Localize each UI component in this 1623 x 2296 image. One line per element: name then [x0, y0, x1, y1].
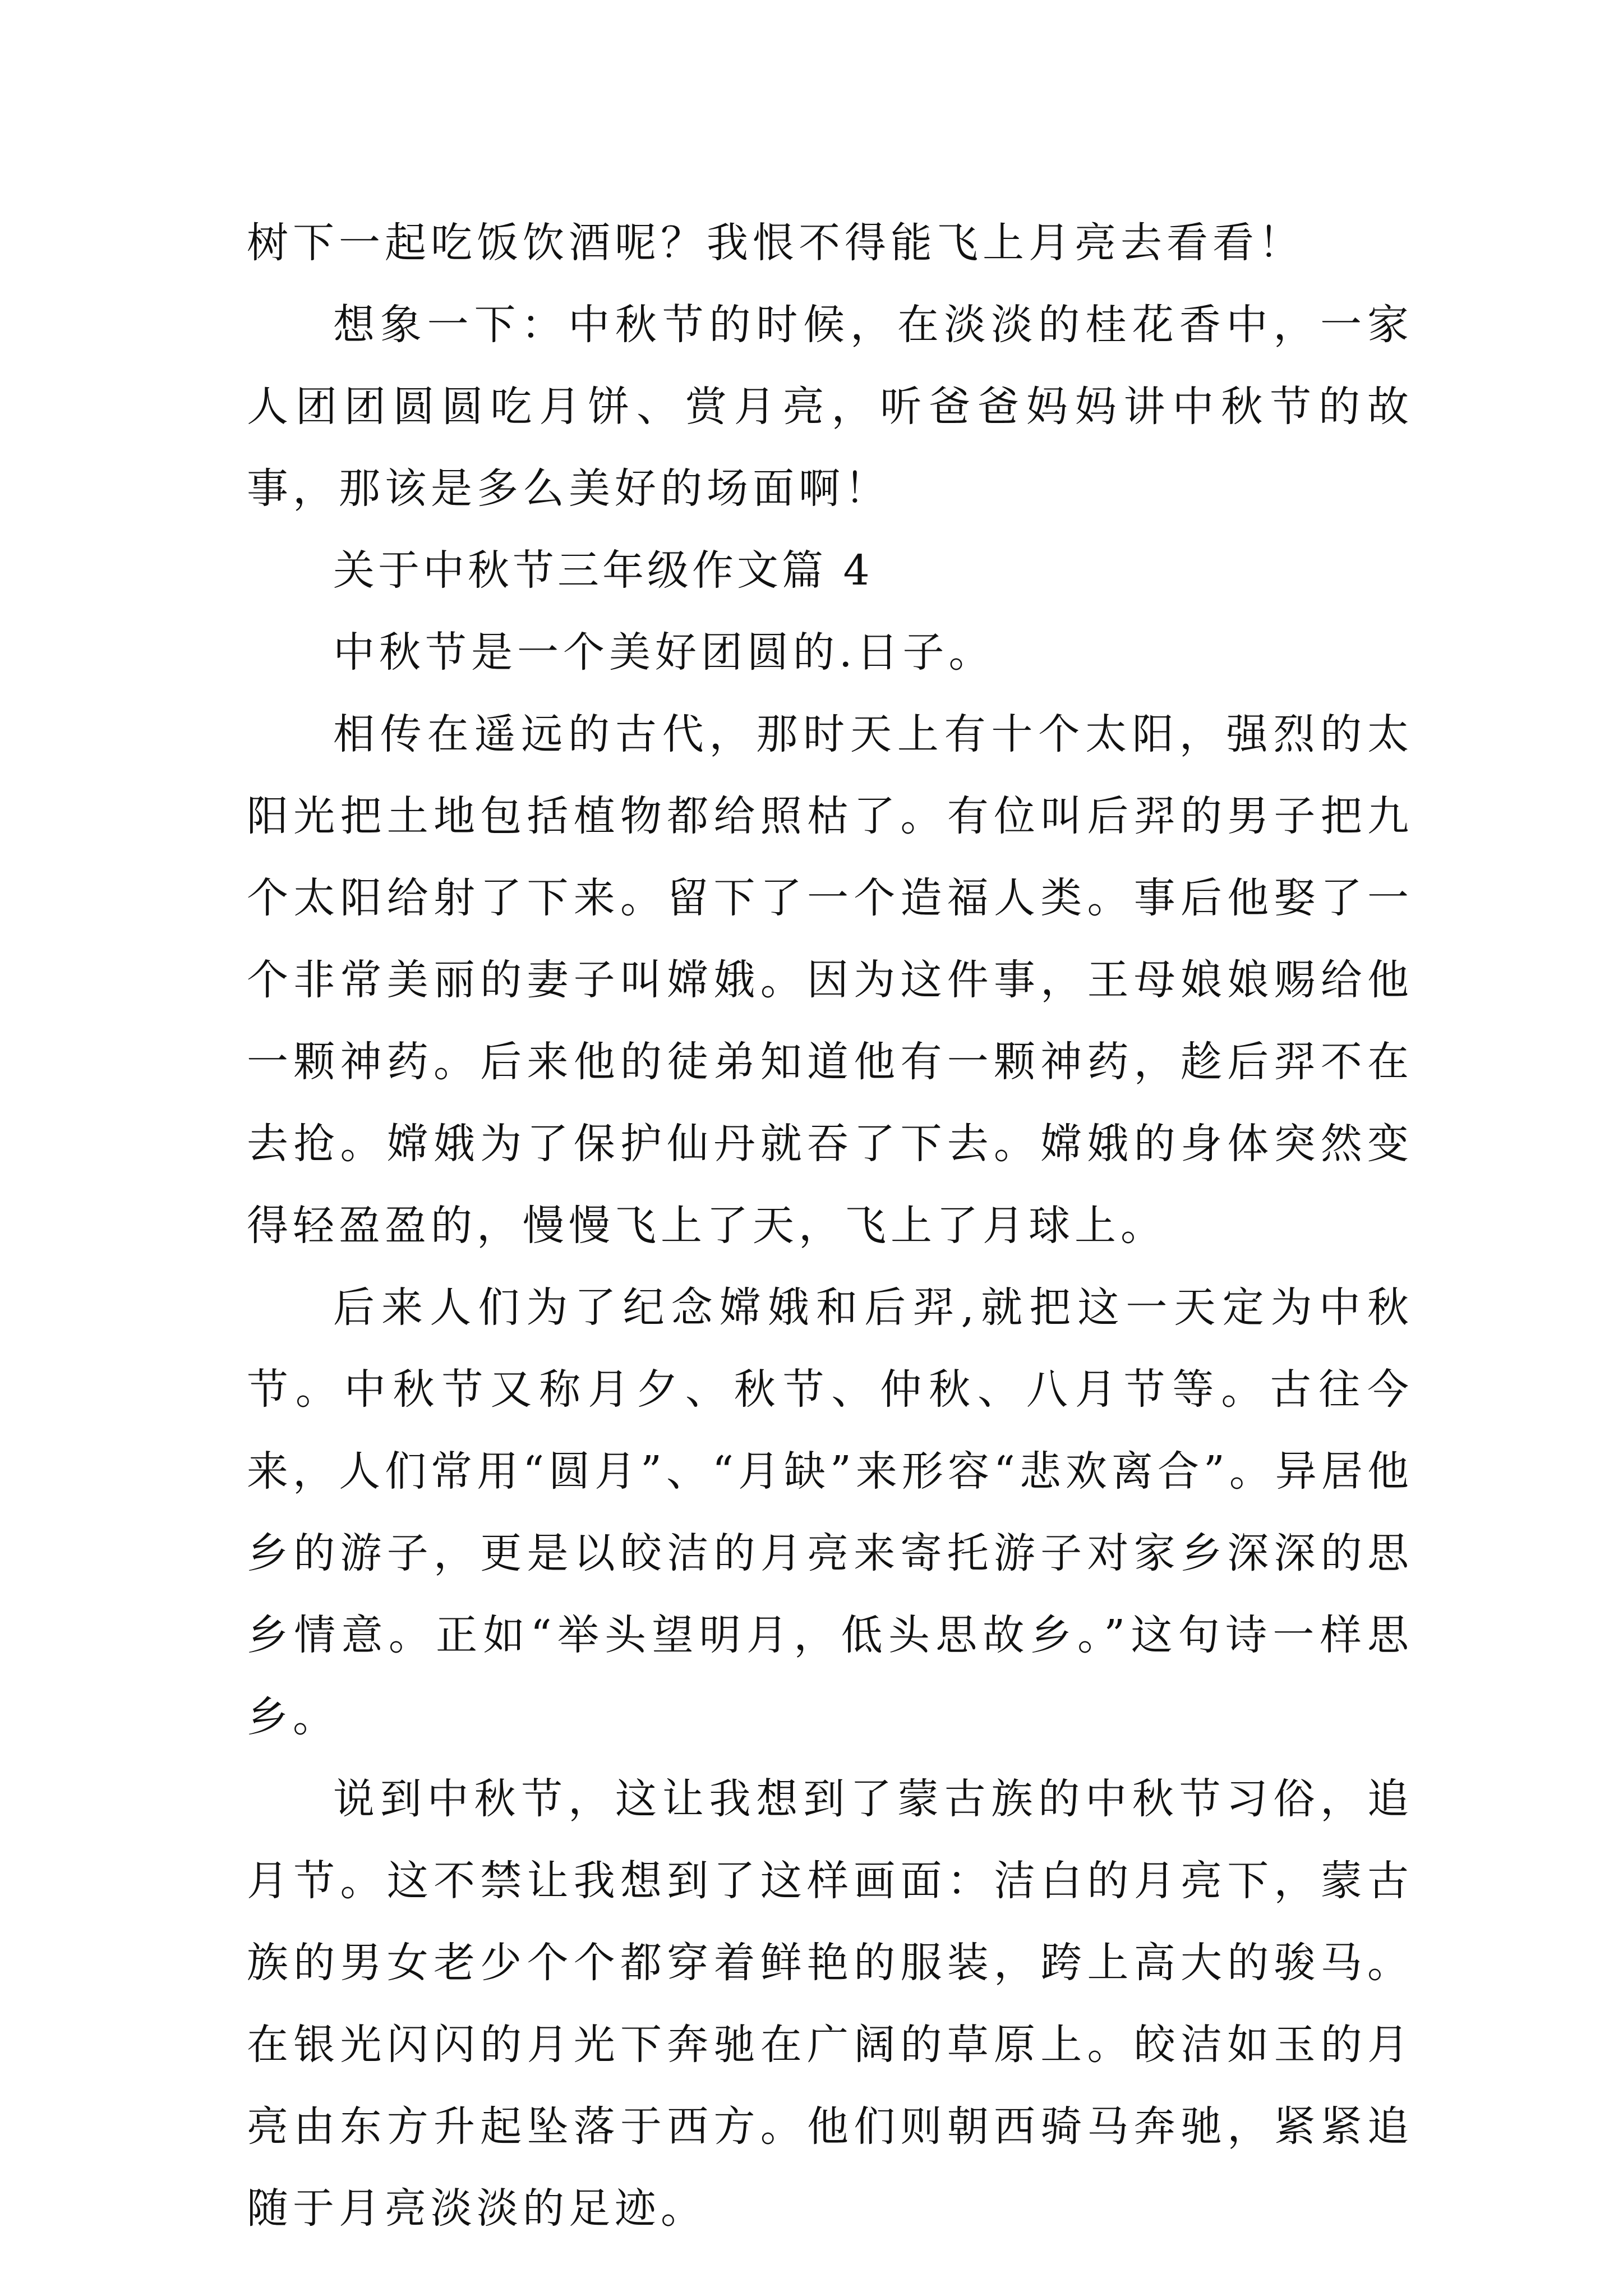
- paragraph-imagine: 想象一下：中秋节的时候，在淡淡的桂花香中，一家人团团圆圆吃月饼、赏月亮，听爸爸妈妈讲中秋节的故事，那该是多么美好的场面啊！: [247, 301, 1413, 513]
- document-body: [247, 202, 1413, 2249]
- paragraph-legend: 相传在遥远的古代，那时天上有十个太阳，强烈的太阳光把土地包括植物都给照枯了。有位叫后羿的男子把九个太阳给射了下来。留下了一个造福人类。事后他娶了一个非常美丽的妻子叫嫦娥。因为这件事，王母娘娘赐给他一颗神药。后来他的徒弟知道他有一颗神药，趁后羿不在去抢。嫦娥为了保护仙丹就吞了下去。嫦娥的身体突然变得轻盈盈的，慢慢飞上了天，飞上了月球上。: [247, 710, 1413, 1250]
- paragraph-intro: 中秋节是一个美好团圆的.日子。: [333, 628, 995, 677]
- paragraph-mongolian-custom: 说到中秋节，这让我想到了蒙古族的中秋节习俗，追月节。这不禁让我想到了这样画面：洁白的月亮下，蒙古族的男女老少个个都穿着鲜艳的服装，跨上高大的骏马。在银光闪闪的月光下奔驰在广阔的草原上。皎洁如玉的月亮由东方升起坠落于西方。他们则朝西骑马奔驰，紧紧追随于月亮淡淡的足迹。: [247, 1775, 1413, 2233]
- paragraph-continuation: 树下一起吃饭饮酒呢？我恨不得能飞上月亮去看看！: [247, 219, 1304, 267]
- paragraph-origin: 后来人们为了纪念嫦娥和后羿,就把这一天定为中秋节。中秋节又称月夕、秋节、仲秋、八月节等。古往今来，人们常用“圆月”、“月缺”来形容“悲欢离合”。异居他乡的游子，更是以皎洁的月亮来寄托游子对家乡深深的思乡情意。正如“举头望明月，低头思故乡。”这句诗一样思乡。: [247, 1283, 1413, 1741]
- essay-title: 关于中秋节三年级作文篇 4: [333, 546, 873, 595]
